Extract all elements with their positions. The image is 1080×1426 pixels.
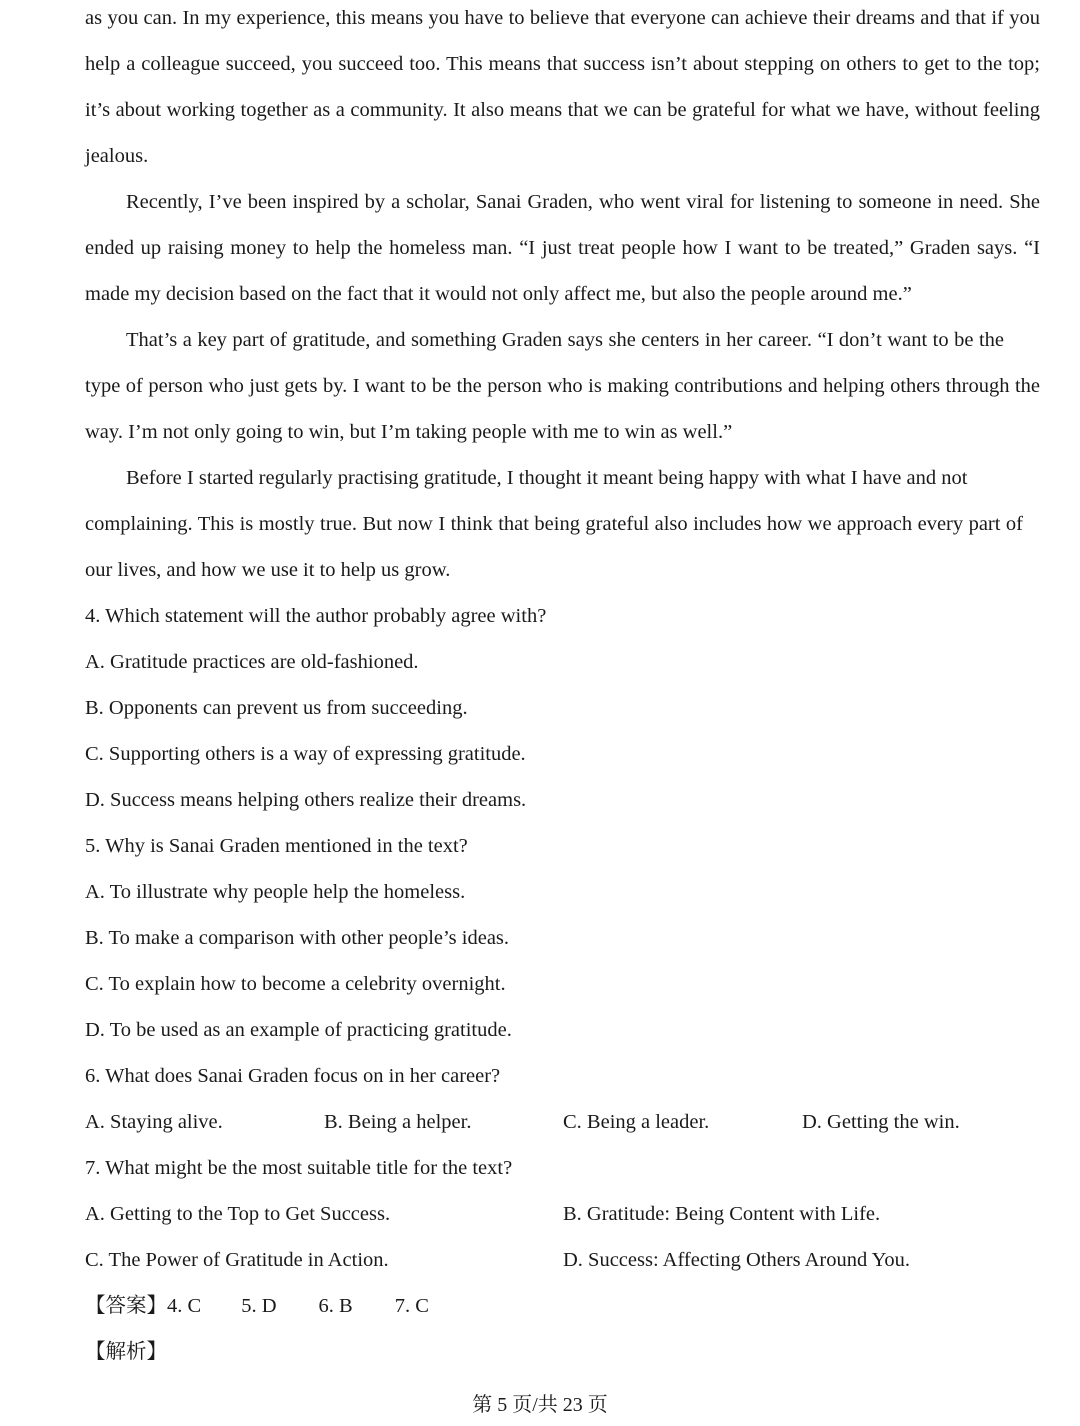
passage-p2-line-2: ended up raising money to help the homeless man. “I just treat people how I want to be treated,” Graden says. “I	[85, 237, 1040, 259]
question-5-option-a: A. To illustrate why people help the homeless.	[85, 881, 466, 903]
question-4-option-c: C. Supporting others is a way of expressing gratitude.	[85, 743, 526, 765]
question-6-option-d: D. Getting the win.	[802, 1111, 960, 1133]
passage-p1-line-2: help a colleague succeed, you succeed too. This means that success isn’t about stepping on others to get to the top;	[85, 53, 1040, 75]
answer-5: 5. D	[241, 1295, 277, 1317]
question-7-option-a: A. Getting to the Top to Get Success.	[85, 1203, 391, 1225]
question-4-option-b: B. Opponents can prevent us from succeeding.	[85, 697, 468, 719]
passage-p3-line-3: way. I’m not only going to win, but I’m taking people with me to win as well.”	[85, 421, 733, 443]
answer-6: 6. B	[318, 1295, 353, 1317]
question-5-option-b: B. To make a comparison with other people’s ideas.	[85, 927, 510, 949]
passage-p4-line-3: our lives, and how we use it to help us grow.	[85, 559, 451, 581]
question-7-stem: 7. What might be the most suitable title for the text?	[85, 1157, 513, 1179]
question-6-option-c: C. Being a leader.	[563, 1111, 710, 1133]
question-6-option-b: B. Being a helper.	[324, 1111, 472, 1133]
analysis-label: 【解析】	[85, 1341, 167, 1363]
question-6-option-a: A. Staying alive.	[85, 1111, 223, 1133]
answer-label: 【答案】	[85, 1295, 167, 1317]
passage-p1-line-4: jealous.	[85, 145, 149, 167]
passage-p3-line-2: type of person who just gets by. I want to be the person who is making contributions and helping others through the	[85, 375, 1040, 397]
passage-p4-line-2: complaining. This is mostly true. But now I think that being grateful also includes how we approach every part of	[85, 513, 1023, 535]
question-6-stem: 6. What does Sanai Graden focus on in her career?	[85, 1065, 501, 1087]
question-5-stem: 5. Why is Sanai Graden mentioned in the text?	[85, 835, 468, 857]
question-5-option-d: D. To be used as an example of practicing gratitude.	[85, 1019, 512, 1041]
passage-p3-line-1: That’s a key part of gratitude, and something Graden says she centers in her career. “I don’t want to be the	[126, 329, 1004, 351]
passage-p2-line-1: Recently, I’ve been inspired by a scholar, Sanai Graden, who went viral for listening to someone in need. She	[126, 191, 1040, 213]
question-4-stem: 4. Which statement will the author probably agree with?	[85, 605, 547, 627]
passage-p2-line-3: made my decision based on the fact that it would not only affect me, but also the people around me.”	[85, 283, 912, 305]
question-5-option-c: C. To explain how to become a celebrity overnight.	[85, 973, 506, 995]
question-7-option-c: C. The Power of Gratitude in Action.	[85, 1249, 389, 1271]
answer-4: 4. C	[167, 1295, 202, 1317]
passage-p4-line-1: Before I started regularly practising gratitude, I thought it meant being happy with what I have and not	[126, 467, 968, 489]
passage-p1-line-3: it’s about working together as a community. It also means that we can be grateful for what we have, without feeling	[85, 99, 1040, 121]
question-4-option-a: A. Gratitude practices are old-fashioned.	[85, 651, 419, 673]
answer-7: 7. C	[394, 1295, 429, 1317]
answer-key	[85, 1292, 429, 1320]
question-7-option-d: D. Success: Affecting Others Around You.	[563, 1249, 910, 1271]
question-4-option-d: D. Success means helping others realize their dreams.	[85, 789, 527, 811]
question-7-option-b: B. Gratitude: Being Content with Life.	[563, 1203, 881, 1225]
page-number-footer: 第 5 页/共 23 页	[472, 1394, 608, 1416]
passage-p1-line-1: as you can. In my experience, this means you have to believe that everyone can achieve their dreams and that if you	[85, 7, 1040, 29]
